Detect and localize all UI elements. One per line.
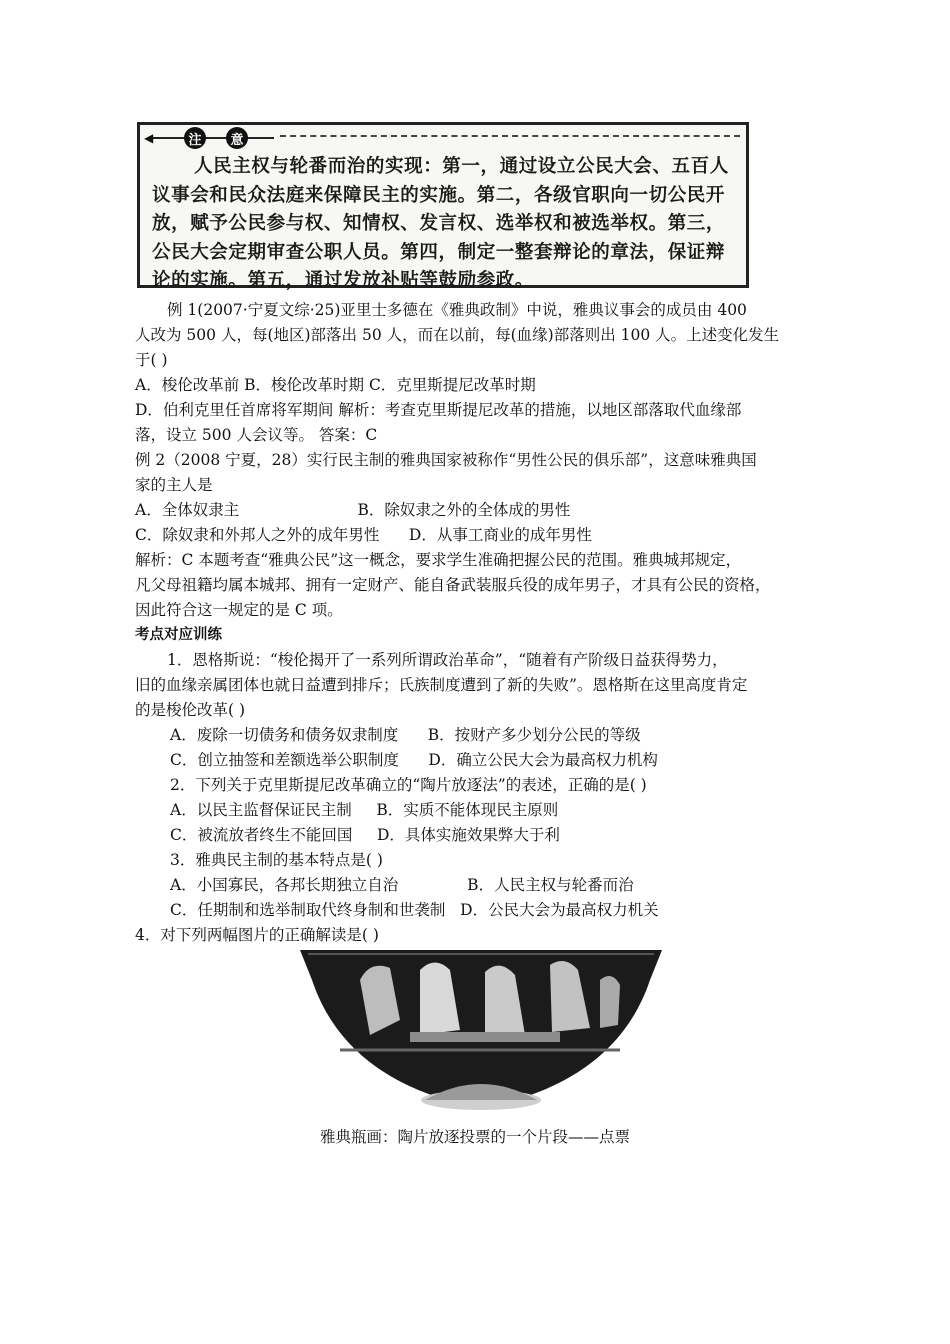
text-line: A．以民主监督保证民主制 B．实质不能体现民主原则 xyxy=(170,801,559,819)
vase-painting-image xyxy=(300,950,662,1112)
note-header xyxy=(140,125,280,151)
header-dashes xyxy=(280,135,740,137)
note-badge-2: 意 xyxy=(226,127,248,149)
section-heading: 考点对应训练 xyxy=(135,627,222,643)
text-line: 解析：C 本题考查“雅典公民”这一概念，要求学生准确把握公民的范围。雅典城邦规定， xyxy=(135,551,742,569)
text-line: C．除奴隶和外邦人之外的成年男性 D．从事工商业的成年男性 xyxy=(135,526,592,544)
text-line: 于( ) xyxy=(135,351,168,369)
text-line: A．梭伦改革前 B．梭伦改革时期 C．克里斯提尼改革时期 xyxy=(135,376,536,394)
text-line: 2．下列关于克里斯提尼改革确立的“陶片放逐法”的表述，正确的是( ) xyxy=(170,776,647,794)
text-line: 凡父母祖籍均属本城邦、拥有一定财产、能自备武装服兵役的成年男子，才具有公民的资格， xyxy=(135,576,771,594)
text-line: 1．恩格斯说：“梭伦揭开了一系列所谓政治革命”，“随着有产阶级日益获得势力， xyxy=(167,651,728,669)
document-body xyxy=(135,298,815,948)
text-line: 4．对下列两幅图片的正确解读是( ) xyxy=(135,926,379,944)
text-line: 例 1(2007·宁夏文综·25)亚里士多德在《雅典政制》中说，雅典议事会的成员由 400 xyxy=(167,301,747,319)
text-line: 例 2（2008 宁夏，28）实行民主制的雅典国家被称作“男性公民的俱乐部”，这意味雅典国 xyxy=(135,451,757,469)
text-line: A．废除一切债务和债务奴隶制度 B．按财产多少划分公民的等级 xyxy=(170,726,641,744)
note-badge-1: 注 xyxy=(184,127,206,149)
arrow-icon: ◀ xyxy=(144,131,154,145)
text-line: 因此符合这一规定的是 C 项。 xyxy=(135,601,343,619)
text-line: 落，设立 500 人会议等。 答案：C xyxy=(135,426,378,444)
image-caption: 雅典瓶画：陶片放逐投票的一个片段——点票 xyxy=(319,1128,630,1146)
note-box xyxy=(137,122,749,291)
text-line: 的是梭伦改革( ) xyxy=(135,701,246,719)
text-line: 3．雅典民主制的基本特点是( ) xyxy=(170,851,383,869)
text-line: C．任期制和选举制取代终身制和世袭制 D．公民大会为最高权力机关 xyxy=(170,901,659,919)
text-line: 家的主人是 xyxy=(135,476,213,494)
text-line: C．被流放者终生不能回国 D．具体实施效果弊大于利 xyxy=(170,826,560,844)
text-line: A．小国寡民，各邦长期独立自治 B．人民主权与轮番而治 xyxy=(170,876,634,894)
text-line: D．伯利克里任首席将军期间 解析：考查克里斯提尼改革的措施，以地区部落取代血缘部 xyxy=(135,401,742,419)
text-line: 人改为 500 人，每(地区)部落出 50 人，而在以前，每(血缘)部落则出 100 人。上述变化发生 xyxy=(135,326,780,344)
text-line: A．全体奴隶主 B．除奴隶之外的全体成的男性 xyxy=(135,501,571,519)
text-line: C．创立抽签和差额选举公职制度 D．确立公民大会为最高权力机构 xyxy=(170,751,658,769)
note-text: 人民主权与轮番而治的实现：第一，通过设立公民大会、五百人议事会和民众法庭来保障民主的实施。第二，各级官职向一切公民开放，赋予公民参与权、知情权、发言权、选举权和被选举权。第三，公民大会定期审查公职人员。第四，制定一整套辩论的章法，保证辩论的实施。第五，通过发放补贴等鼓励参政。 xyxy=(152,156,729,291)
text-line: 旧的血缘亲属团体也就日益遭到排斥；氏族制度遭到了新的失败”。恩格斯在这里高度肯定 xyxy=(135,676,748,694)
header-rule xyxy=(146,137,274,139)
